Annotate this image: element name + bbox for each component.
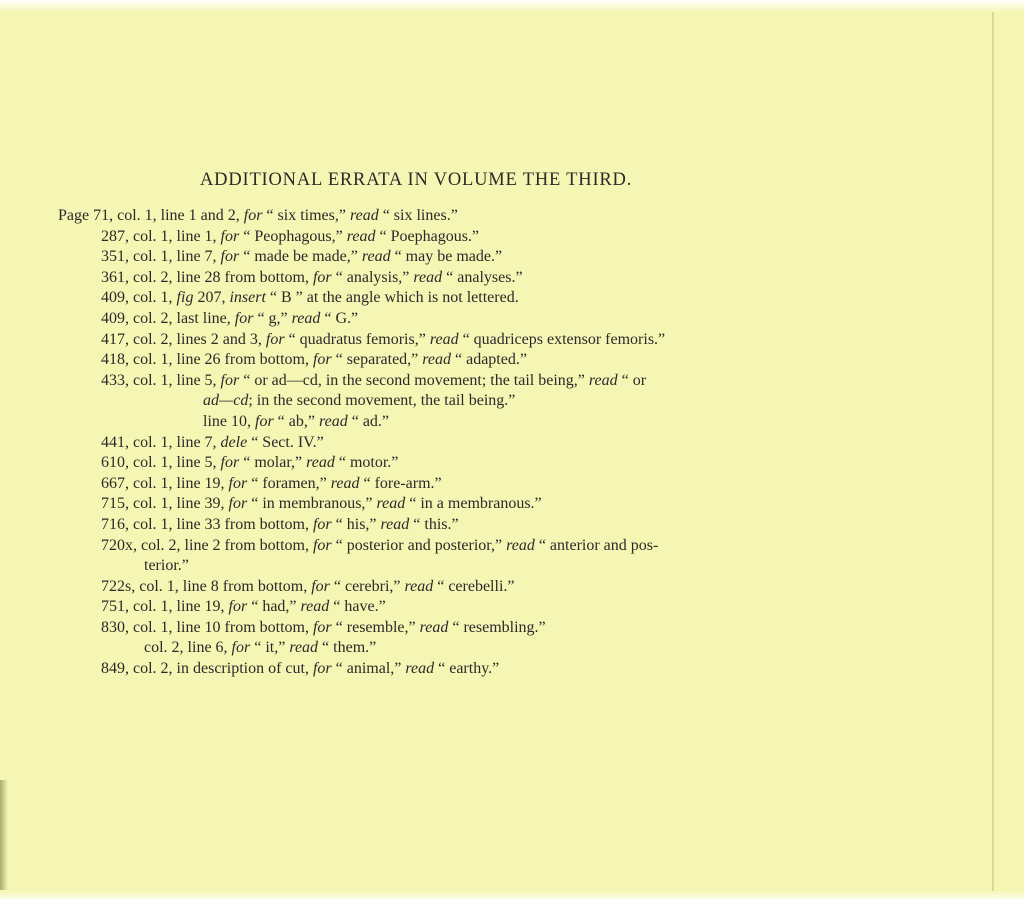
errata-entry xyxy=(58,638,898,659)
entry-text: “ his,” xyxy=(331,515,381,533)
errata-entry xyxy=(58,350,898,371)
entry-keyword: for xyxy=(228,474,248,492)
entry-location: 849, col. 2, in description of cut, xyxy=(101,660,313,678)
page-title: ADDITIONAL ERRATA IN VOLUME THE THIRD. xyxy=(200,170,633,190)
entry-text: ; in the second movement, the tail being.” xyxy=(248,392,516,410)
entry-keyword: read xyxy=(300,598,330,616)
errata-entry xyxy=(58,330,898,351)
entry-location: 722s, col. 1, line 8 from bottom, xyxy=(101,577,312,595)
entry-text: “ ad.” xyxy=(347,412,390,430)
entry-keyword: read xyxy=(330,474,360,492)
entry-text: “ Sect. IV.” xyxy=(247,433,324,451)
errata-entry xyxy=(58,206,898,227)
entry-text: “ anterior and pos- xyxy=(534,536,659,554)
entry-keyword: insert xyxy=(229,289,266,307)
errata-entry xyxy=(58,597,898,618)
entry-keyword: read xyxy=(405,660,435,678)
entry-keyword: for xyxy=(228,495,248,513)
entry-location: 351, col. 1, line 7, xyxy=(101,248,221,266)
errata-entry xyxy=(58,618,898,639)
entry-text: “ them.” xyxy=(318,639,377,657)
entry-keyword: read xyxy=(404,577,434,595)
entry-location: 751, col. 1, line 19, xyxy=(101,598,229,616)
entry-keyword: fig xyxy=(176,289,194,307)
entry-text: “ Peophagous,” xyxy=(239,227,347,245)
entry-text: “ quadriceps extensor femoris.” xyxy=(458,330,666,348)
entry-location: 409, col. 2, last line, xyxy=(101,309,235,327)
entry-text: “ molar,” xyxy=(239,454,307,472)
entry-text: “ resembling.” xyxy=(448,618,546,636)
errata-entry xyxy=(58,268,898,289)
entry-keyword: read xyxy=(349,207,379,224)
entry-keyword: for xyxy=(312,351,332,369)
entry-text: 207, xyxy=(193,289,230,307)
entry-keyword: for xyxy=(312,618,332,636)
entry-text: “ g,” xyxy=(253,309,292,327)
entry-text: “ this.” xyxy=(409,515,459,533)
entry-text: “ Poephagous.” xyxy=(375,227,480,245)
entry-text: “ posterior and posterior,” xyxy=(331,536,507,554)
entry-location: 610, col. 1, line 5, xyxy=(101,454,221,472)
entry-keyword: for xyxy=(312,660,332,678)
entry-text: “ six times,” xyxy=(262,207,350,224)
entry-text: “ G.” xyxy=(320,309,359,327)
entry-text: “ cerebelli.” xyxy=(433,577,515,595)
errata-entry xyxy=(58,453,898,474)
entry-text: “ quadratus femoris,” xyxy=(284,330,430,348)
entry-keyword: for xyxy=(228,598,248,616)
entry-keyword: for xyxy=(265,330,285,348)
entry-keyword: read xyxy=(422,351,451,369)
page-right-edge xyxy=(992,12,994,901)
entry-text: “ six lines.” xyxy=(378,207,458,224)
entry-location: 361, col. 2, line 28 from bottom, xyxy=(101,268,313,286)
entry-location: 720x, col. 2, line 2 from bottom, xyxy=(101,536,313,554)
entry-location: 716, col. 1, line 33 from bottom, xyxy=(101,515,313,533)
entry-location: 667, col. 1, line 19, xyxy=(101,474,229,492)
errata-entry xyxy=(58,227,898,248)
entry-text: “ or xyxy=(617,371,647,389)
entry-keyword: for xyxy=(312,515,332,533)
entry-keyword: read xyxy=(289,639,319,657)
entry-text: “ resemble,” xyxy=(331,618,420,636)
errata-entry-continuation xyxy=(58,556,898,577)
errata-entry xyxy=(58,577,898,598)
errata-entry xyxy=(58,433,898,454)
entry-keyword: read xyxy=(380,515,410,533)
entry-text: “ in membranous,” xyxy=(247,495,377,513)
entry-keyword: for xyxy=(243,207,263,224)
entry-keyword: for xyxy=(311,577,330,595)
entry-text: “ animal,” xyxy=(331,660,406,678)
page-left-shadow xyxy=(0,780,8,890)
entry-keyword: read xyxy=(318,412,348,430)
entry-keyword: for xyxy=(312,268,332,286)
errata-entry xyxy=(58,309,898,330)
entry-location: 433, col. 1, line 5, xyxy=(101,371,221,389)
entry-keyword: read xyxy=(429,330,459,348)
entry-location: 441, col. 1, line 7, xyxy=(101,433,221,451)
entry-text: “ have.” xyxy=(329,598,386,616)
errata-list xyxy=(58,206,898,680)
entry-keyword: for xyxy=(312,536,332,554)
errata-entry xyxy=(58,515,898,536)
entry-keyword: read xyxy=(588,371,618,389)
entry-keyword: read xyxy=(306,454,335,472)
entry-text: “ B ” at the angle which is not lettered. xyxy=(265,289,519,307)
entry-text: “ or ad—cd, in the second movement; the tail being,” xyxy=(239,371,589,389)
entry-text: “ it,” xyxy=(250,639,290,657)
entry-location: Page 71, col. 1, line 1 and 2, xyxy=(58,207,244,224)
entry-keyword: for xyxy=(220,454,240,472)
entry-keyword: for xyxy=(220,371,240,389)
errata-entry xyxy=(58,659,898,680)
errata-entry xyxy=(58,412,898,433)
entry-text: “ made be made,” xyxy=(239,248,362,266)
entry-text: “ earthy.” xyxy=(434,660,500,678)
entry-text: “ motor.” xyxy=(334,454,399,472)
entry-text: “ fore-arm.” xyxy=(359,474,442,492)
page-bottom-edge xyxy=(0,891,1024,901)
entry-keyword: read xyxy=(361,248,391,266)
entry-text: “ analysis,” xyxy=(331,268,414,286)
entry-keyword: for xyxy=(220,227,240,245)
entry-location: 830, col. 1, line 10 from bottom, xyxy=(101,618,313,636)
entry-text: “ separated,” xyxy=(331,351,423,369)
entry-keyword: ad—cd xyxy=(203,392,249,410)
entry-text: “ analyses.” xyxy=(442,268,523,286)
entry-text: “ cerebri,” xyxy=(329,577,405,595)
entry-text: “ foramen,” xyxy=(247,474,331,492)
entry-text: “ ab,” xyxy=(273,412,319,430)
entry-keyword: read xyxy=(291,309,321,327)
entry-location: 417, col. 2, lines 2 and 3, xyxy=(101,330,266,348)
entry-keyword: read xyxy=(419,618,449,636)
errata-entry-continuation xyxy=(58,391,898,412)
errata-entry xyxy=(58,494,898,515)
entry-text: “ in a membranous.” xyxy=(405,495,542,513)
entry-keyword: for xyxy=(231,639,251,657)
errata-entry xyxy=(58,474,898,495)
errata-entry xyxy=(58,371,898,392)
entry-keyword: read xyxy=(376,495,406,513)
entry-location: 418, col. 1, line 26 from bottom, xyxy=(101,351,313,369)
entry-keyword: read xyxy=(413,268,443,286)
entry-text: “ had,” xyxy=(247,598,301,616)
entry-location: 287, col. 1, line 1, xyxy=(101,227,221,245)
entry-keyword: read xyxy=(506,536,535,554)
entry-text: “ may be made.” xyxy=(390,248,503,266)
errata-entry xyxy=(58,536,898,557)
entry-location: 409, col. 1, xyxy=(101,289,177,307)
errata-entry xyxy=(58,288,898,309)
entry-keyword: for xyxy=(255,412,274,430)
entry-keyword: for xyxy=(234,309,254,327)
entry-location: line 10, xyxy=(203,412,255,430)
errata-entry xyxy=(58,247,898,268)
entry-text: “ adapted.” xyxy=(451,351,527,369)
entry-keyword: read xyxy=(346,227,376,245)
page-top-edge xyxy=(0,0,1024,12)
entry-keyword: dele xyxy=(220,433,248,451)
entry-location: terior.” xyxy=(144,557,189,575)
entry-location: 715, col. 1, line 39, xyxy=(101,495,229,513)
entry-location: col. 2, line 6, xyxy=(144,639,232,657)
entry-keyword: for xyxy=(220,248,240,266)
